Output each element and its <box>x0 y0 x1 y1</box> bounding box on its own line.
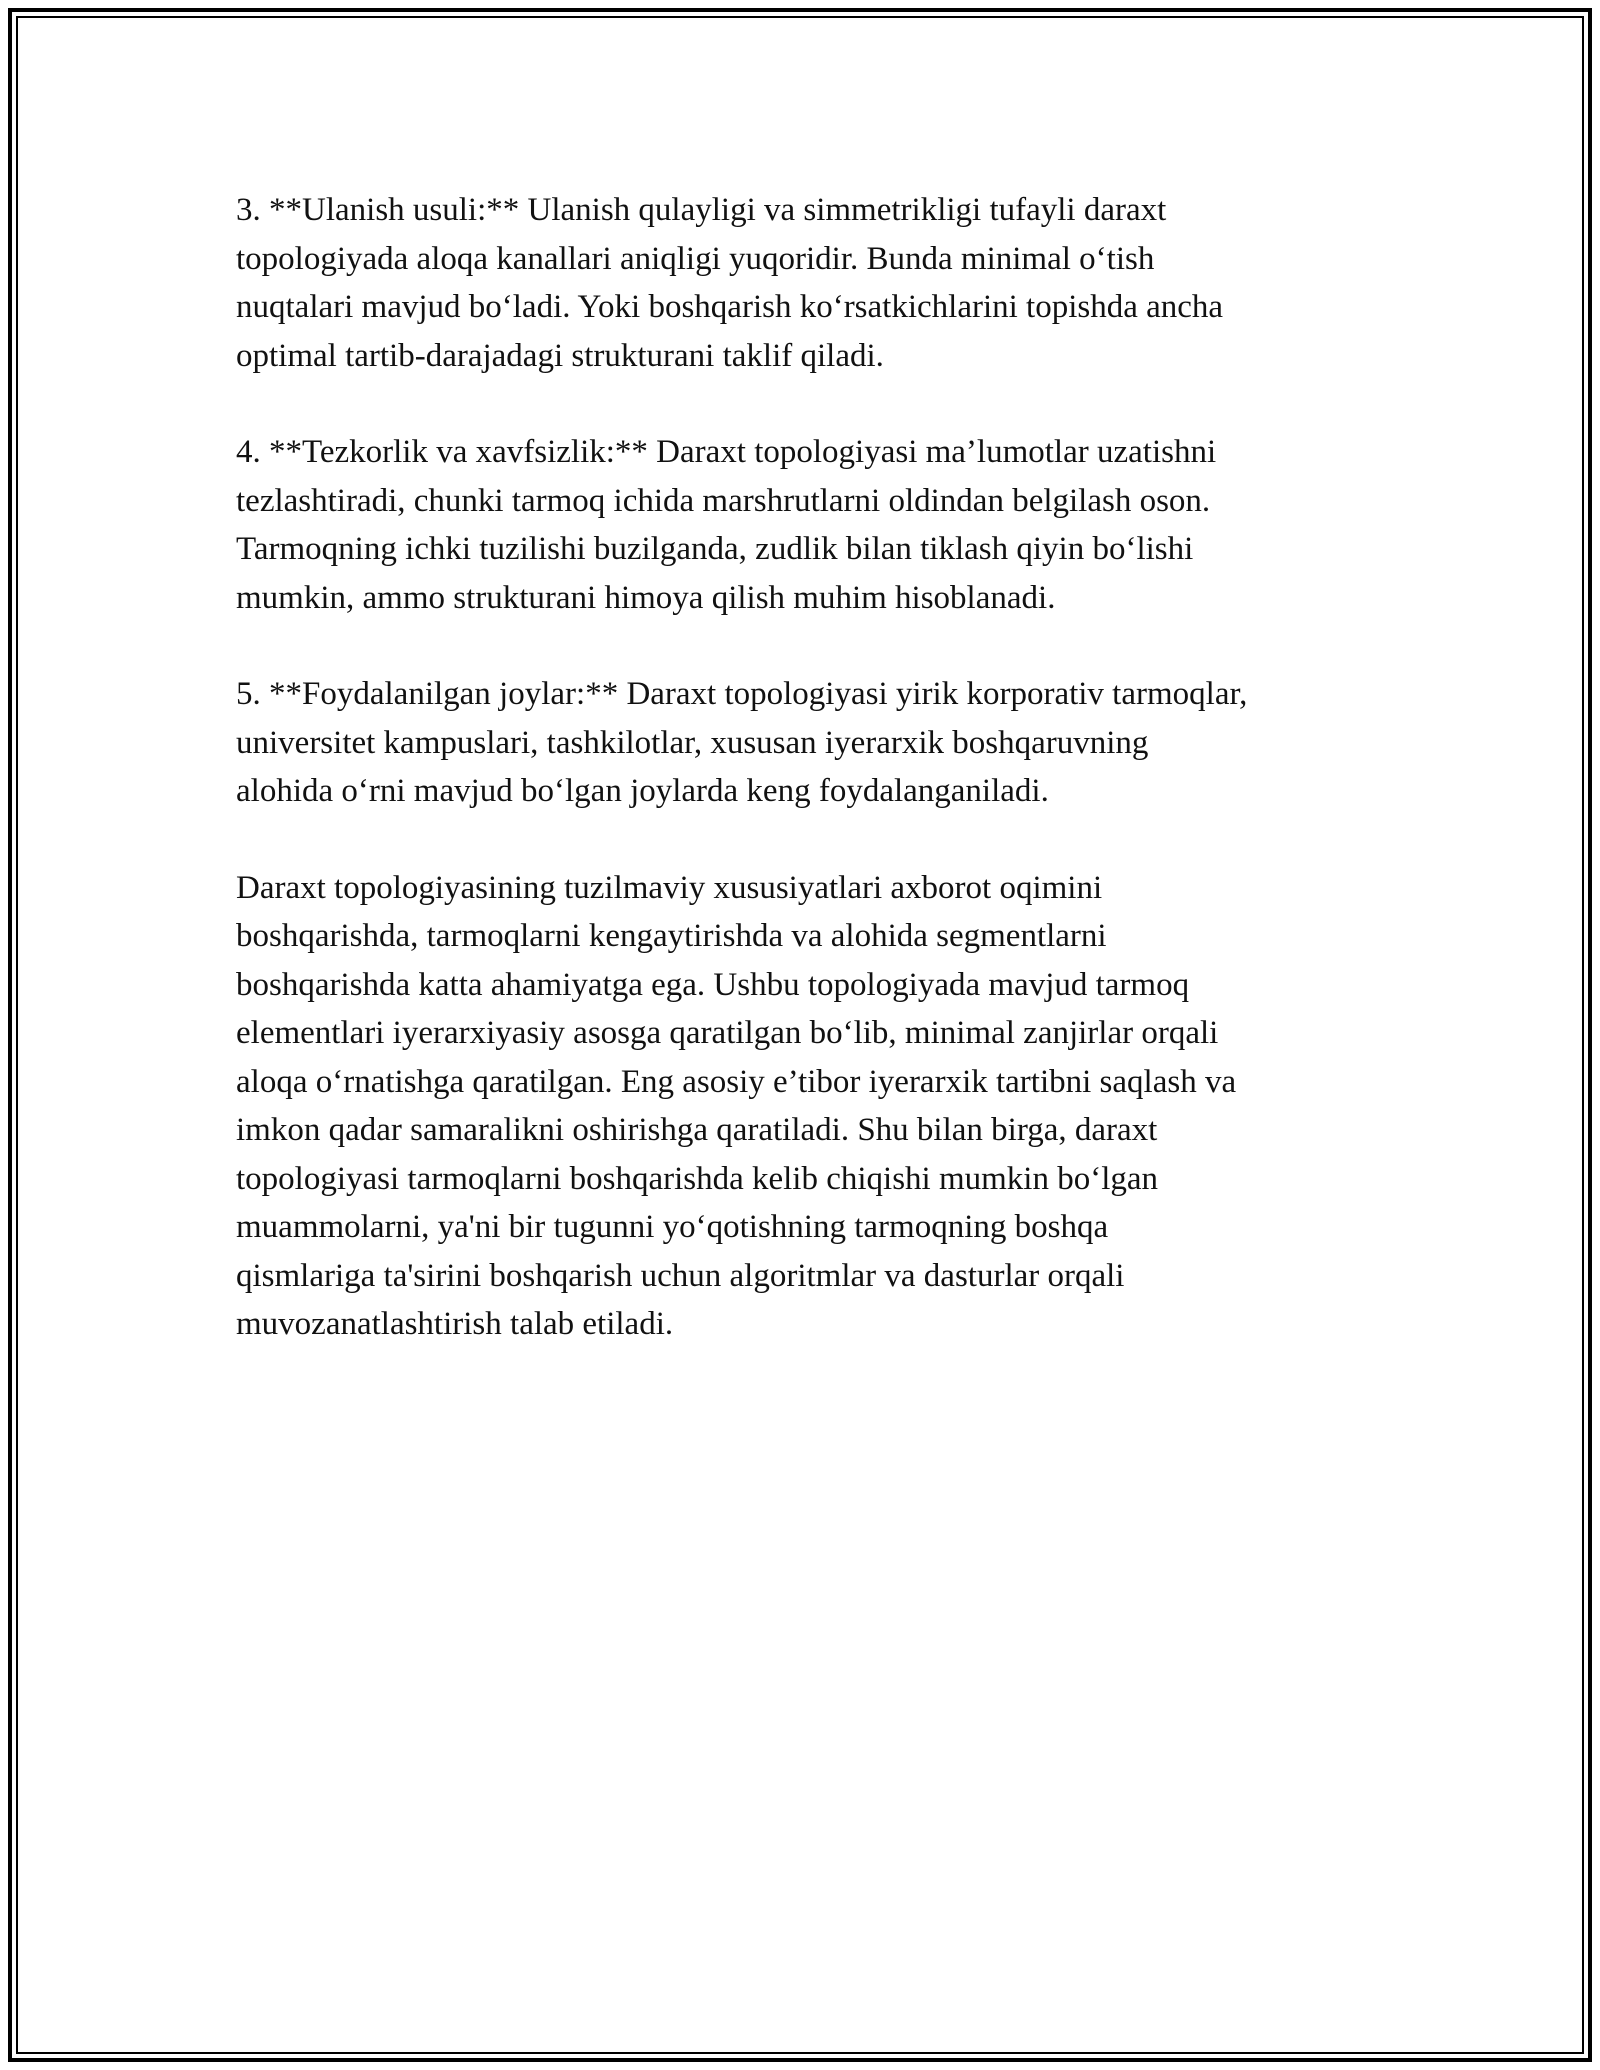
document-body <box>236 186 1386 1349</box>
paragraph-ulanish-usuli: 3. **Ulanish usuli:** Ulanish qulayligi va simmetrikligi tufayli daraxt topologiyada aloqa kanallari aniqligi yuqoridir. Bunda minimal o‘tish nuqtalari mavjud bo‘ladi. Yoki boshqarish ko‘rsatkichlarini topishda ancha optimal tartib-darajadagi strukturani taklif qiladi. <box>236 192 1224 374</box>
paragraph-foydalanilgan-joylar: 5. **Foydalanilgan joylar:** Daraxt topologiyasi yirik korporativ tarmoqlar, universitet kampuslari, tashkilotlar, xususan iyerarxik boshqaruvning alohida o‘rni mavjud bo‘lgan joylarda keng foydalanganiladi. <box>236 676 1248 809</box>
paragraph-tezkorlik-va-xavfsizlik: 4. **Tezkorlik va xavfsizlik:** Daraxt topologiyasi ma’lumotlar uzatishni tezlashtiradi, chunki tarmoq ichida marshrutlarni oldindan belgilash oson. Tarmoqning ichki tuzilishi buzilganda, zudlik bilan tiklash qiyin bo‘lishi mumkin, ammo strukturani himoya qilish muhim hisoblanadi. <box>236 434 1217 616</box>
paragraph-summary: Daraxt topologiyasining tuzilmaviy xususiyatlari axborot oqimini boshqarishda, tarmoqlarni kengaytirishda va alohida segmentlarni boshqarishda katta ahamiyatga ega. Ushbu topologiyada mavjud tarmoq elementlari iyerarxiyasiy asosga qaratilgan bo‘lib, minimal zanjirlar orqali aloqa o‘rnatishga qaratilgan. Eng asosiy e’tibor iyerarxik tartibni saqlash va imkon qadar samaralikni oshirishga qaratiladi. Shu bilan birga, daraxt topologiyasi tarmoqlarni boshqarishda kelib chiqishi mumkin bo‘lgan muammolarni, ya'ni bir tugunni yo‘qotishning tarmoqning boshqa qismlariga ta'sirini boshqarish uchun algoritmlar va dasturlar orqali muvozanatlashtirish talab etiladi. <box>236 869 1237 1342</box>
